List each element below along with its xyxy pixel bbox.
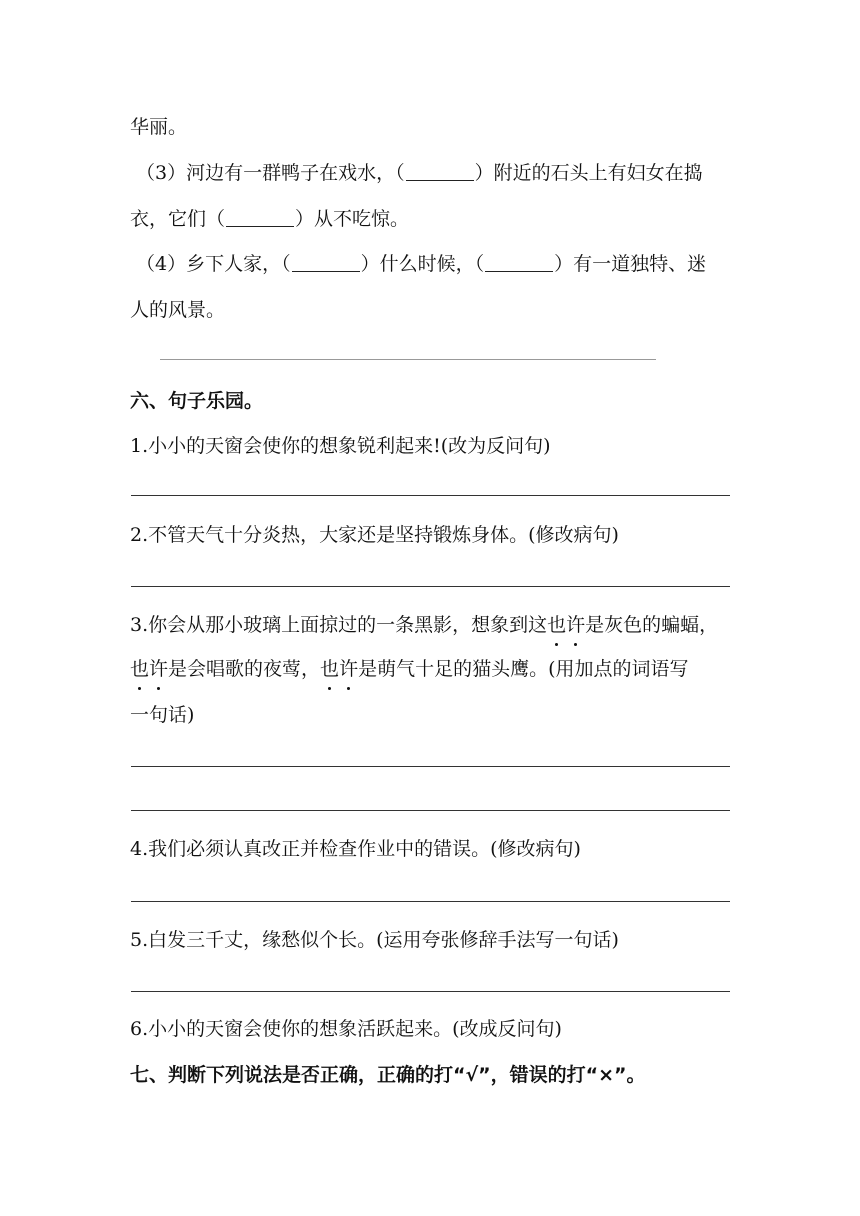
section7-heading: 七、判断下列说法是否正确，正确的打“√”，错误的打“×”。 bbox=[130, 1064, 646, 1086]
dotted-char: 许 bbox=[339, 658, 359, 680]
dotted-char: 许 bbox=[149, 658, 169, 680]
answer-line-1[interactable] bbox=[131, 495, 730, 496]
fill-blank[interactable] bbox=[406, 162, 474, 181]
answer-line-5[interactable] bbox=[131, 991, 730, 992]
dotted-char: 也 bbox=[547, 614, 567, 636]
section5-item-4-line2: 人的风景。 bbox=[130, 299, 226, 321]
question-3-line1: 3.你会从那小玻璃上面掠过的一条黑影，想象到这也许是灰色的蝙蝠， bbox=[130, 614, 719, 636]
answer-line-3a[interactable] bbox=[131, 766, 730, 767]
answer-line-2[interactable] bbox=[131, 586, 730, 587]
dotted-char: 也 bbox=[320, 658, 340, 680]
fill-blank[interactable] bbox=[226, 208, 294, 227]
question-6: 6.小小的天窗会使你的想象活跃起来。(改成反问句) bbox=[130, 1018, 562, 1040]
section5-item-3-line2: 衣，它们（ ）从不吃惊。 bbox=[130, 208, 410, 230]
dotted-char: 许 bbox=[566, 614, 586, 636]
question-5: 5.白发三千丈，缘愁似个长。(运用夸张修辞手法写一句话) bbox=[130, 929, 619, 951]
question-3-line3: 一句话) bbox=[130, 704, 195, 726]
section5-continuation: 华丽。 bbox=[130, 116, 188, 138]
question-3-line2: 也许是会唱歌的夜莺，也许是萌气十足的猫头鹰。(用加点的词语写 bbox=[130, 658, 689, 680]
section5-item-4-line1: （4）乡下人家，（ ）什么时候，（ ）有一道独特、迷 bbox=[136, 253, 707, 275]
section6-heading: 六、句子乐园。 bbox=[130, 390, 264, 412]
answer-line-3b[interactable] bbox=[131, 810, 730, 811]
question-1: 1.小小的天窗会使你的想象锐利起来!(改为反问句) bbox=[130, 435, 551, 457]
question-2: 2.不管天气十分炎热，大家还是坚持锻炼身体。(修改病句) bbox=[130, 524, 619, 546]
question-4: 4.我们必须认真改正并检查作业中的错误。(修改病句) bbox=[130, 838, 581, 860]
fill-blank[interactable] bbox=[485, 253, 553, 272]
dotted-char: 也 bbox=[130, 658, 150, 680]
fill-blank[interactable] bbox=[292, 253, 360, 272]
section5-item-3-line1: （3）河边有一群鸭子在戏水，（ ）附近的石头上有妇女在捣 bbox=[136, 162, 703, 184]
divider bbox=[160, 359, 656, 360]
answer-line-4[interactable] bbox=[131, 901, 730, 902]
